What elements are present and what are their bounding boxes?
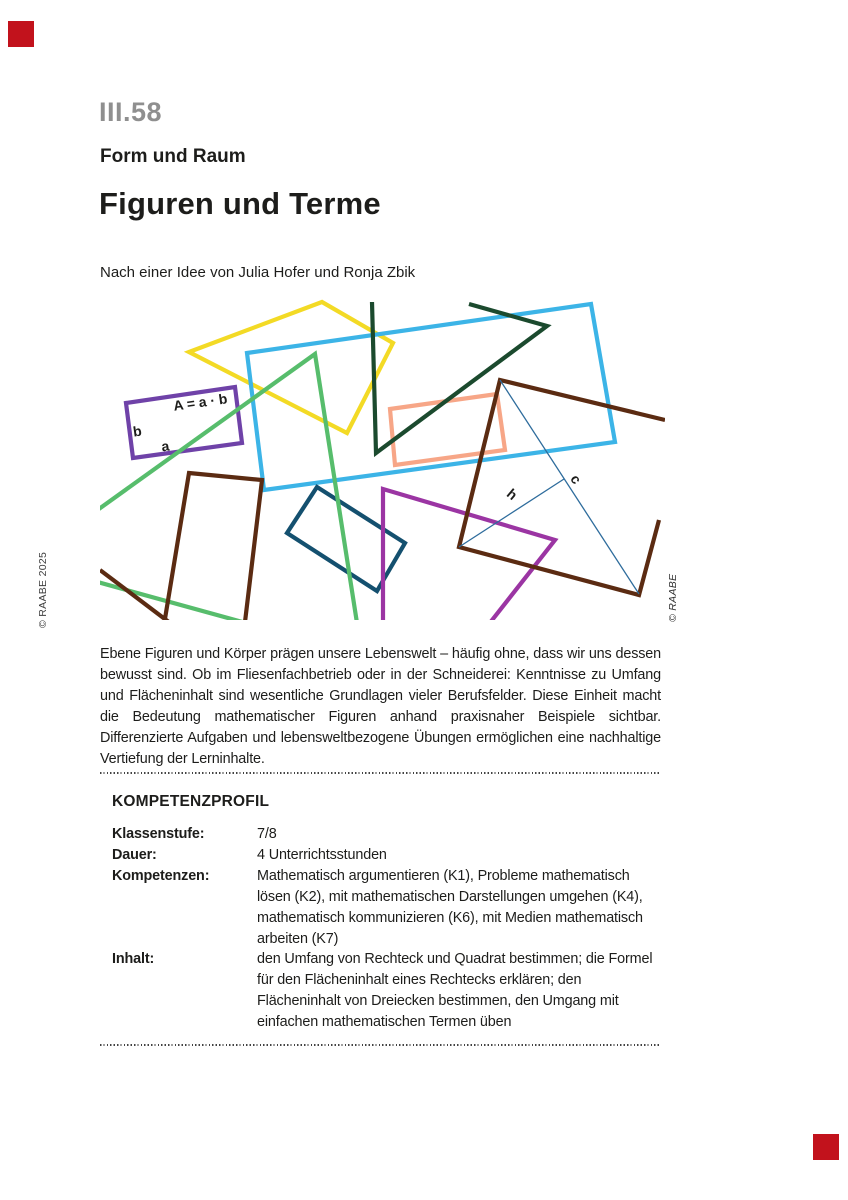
row-value: 7/8 bbox=[257, 826, 277, 842]
figure-credit: © RAABE bbox=[667, 573, 679, 622]
green-triangle bbox=[100, 354, 362, 620]
page-title: Figuren und Terme bbox=[99, 186, 381, 221]
row-label: Klassenstufe: bbox=[112, 826, 205, 842]
side-b-label: b bbox=[131, 422, 143, 440]
row-value: den Umfang von Rechteck und Quadrat bestimmen; die Formel für den Flächeninhalt eines Rechtecks erklären; den Flächeninhalt von Dreiecken bestimmen, den Umgang mit einfachen mathematischen Termen üben bbox=[257, 951, 653, 1031]
kompetenzprofil-heading: KOMPETENZPROFIL bbox=[112, 793, 270, 810]
table-row bbox=[112, 824, 662, 845]
height-h-label: h bbox=[503, 485, 521, 504]
red-corner-marker-top-left bbox=[8, 21, 34, 47]
yellow-rectangle bbox=[189, 302, 393, 433]
byline: Nach einer Idee von Julia Hofer und Ronja Zbik bbox=[100, 264, 416, 281]
side-c-label: c bbox=[567, 471, 585, 487]
row-label: Dauer: bbox=[112, 846, 157, 863]
dotted-divider-top bbox=[100, 772, 660, 774]
intro-paragraph: Ebene Figuren und Körper prägen unsere Lebenswelt – häufig ohne, dass wir uns dessen bewusst sind. Ob im Fliesenfachbetrieb oder in der Schneiderei: Kenntnisse zu Umfang und Flächeninhalt sind wesentliche Grundlagen vieler Berufsfelder. Diese Einheit macht die Bedeutung mathematischer Figuren anhand praxisnaher Beispiele sichtbar. Differenzierte Aufgaben und lebensweltbezogene Übungen ermöglichen eine nachhaltige Vertiefung der Lerninhalte. bbox=[100, 646, 661, 767]
area-formula-label: A = a · b bbox=[172, 390, 229, 414]
row-label: Inhalt: bbox=[112, 951, 155, 968]
red-corner-marker-bottom-right bbox=[813, 1134, 839, 1160]
row-label: Kompetenzen: bbox=[112, 867, 210, 884]
table-row bbox=[112, 866, 662, 950]
row-value: 4 Unterrichtsstunden bbox=[257, 846, 387, 863]
side-copyright: © RAABE 2025 bbox=[37, 551, 49, 628]
kompetenzprofil-table bbox=[112, 824, 662, 1033]
side-a-label: a bbox=[160, 437, 171, 455]
table-row bbox=[112, 845, 662, 866]
table-row bbox=[112, 949, 662, 1033]
brown-triangle-right bbox=[459, 380, 665, 595]
series-title: Form und Raum bbox=[100, 146, 246, 167]
brown-rectangle-left bbox=[162, 473, 262, 620]
dotted-divider-bottom bbox=[100, 1044, 660, 1046]
geometric-figures-illustration bbox=[100, 290, 665, 620]
row-value: Mathematisch argumentieren (K1), Probleme mathematisch lösen (K2), mit mathematischen Darstellungen umgehen (K4), mathematisch kommunizieren (K6), mit Medien mathematisch arbeiten (K7) bbox=[257, 867, 643, 947]
section-number: III.58 bbox=[99, 97, 163, 127]
